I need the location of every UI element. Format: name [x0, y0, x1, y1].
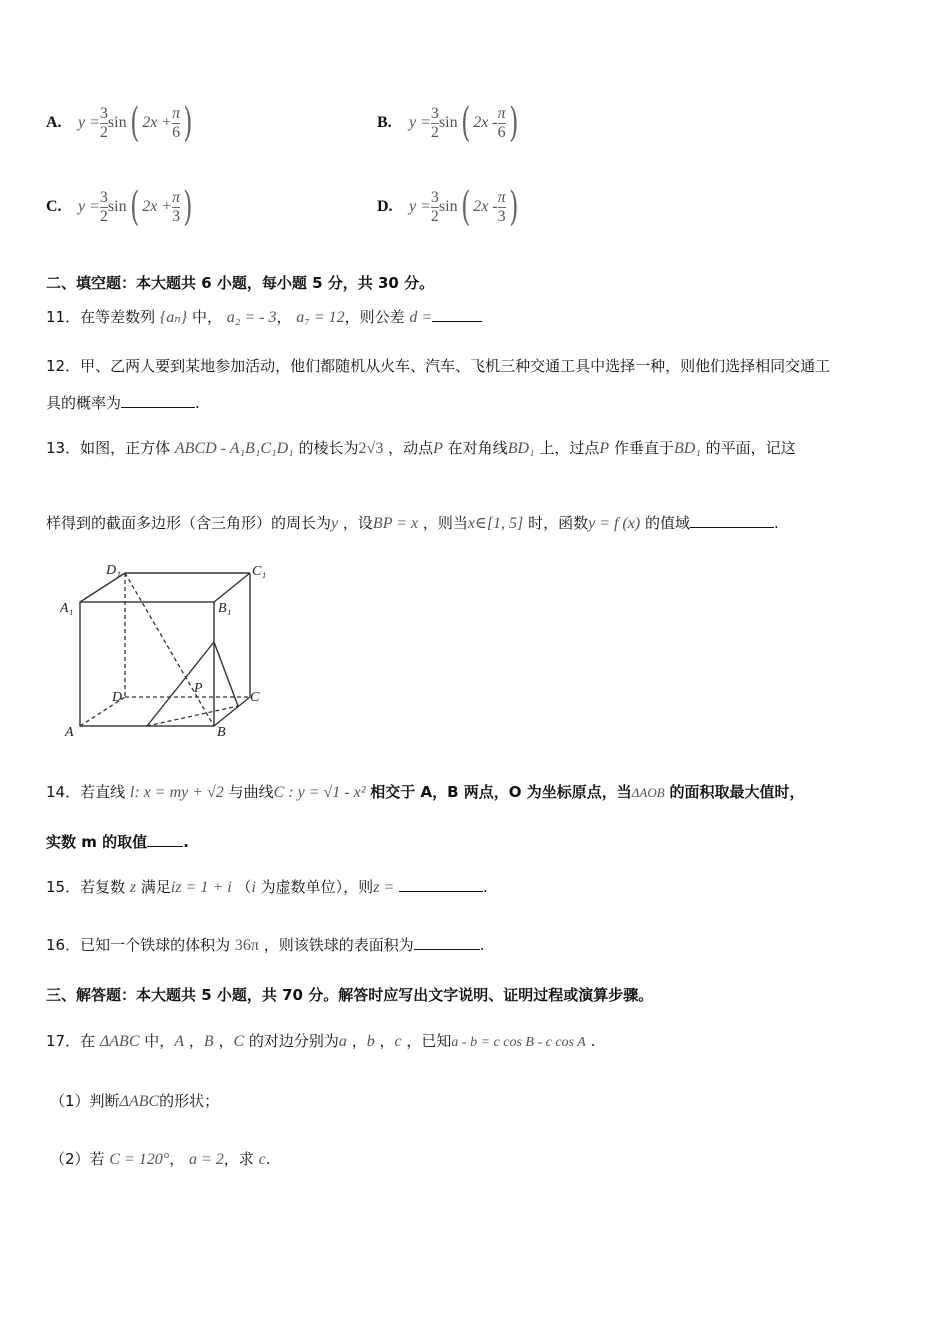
answer-blank	[399, 877, 483, 892]
question-14: 14．若直线 l: x = my + √2 与曲线C : y = √1 - x² 相交于 A，B 两点，O 为坐标原点，当ΔAOB 的面积取最大值时，	[46, 783, 805, 801]
label-d: D	[112, 690, 123, 705]
question-16: 16．已知一个铁球的体积为 36π ，则该铁球的表面积为 .	[46, 936, 485, 954]
option-d: D. y = $\frac{3}{2}$ sin ( 2x - $\frac{\pi}{3}$ )	[377, 184, 519, 230]
section-3-heading: 三、解答题：本大题共 5 小题，共 70 分。解答时应写出文字说明、证明过程或演算步骤。	[46, 986, 654, 1004]
edge-b-c	[214, 697, 250, 726]
question-15: 15．若复数 z 满足iz = 1 + i （i 为虚数单位），则z = .	[46, 878, 488, 896]
section-2-heading: 二、填空题：本大题共 6 小题，每小题 5 分，共 30 分。	[46, 274, 435, 292]
question-13-line2: 样得到的截面多边形（含三角形）的周长为y ，设BP = x ，则当x∈[1, 5] 时，函数y = f (x) 的值域 .	[46, 514, 779, 532]
label-a1: A₁	[60, 601, 74, 616]
option-c: C. y = $\frac{3}{2}$ sin ( 2x + $\frac{\pi}{3}$ )	[46, 184, 193, 230]
diagonal-bd1	[125, 573, 214, 726]
label-a: A	[65, 725, 74, 740]
answer-blank	[414, 935, 480, 950]
question-12-line2: 具的概率为 .	[46, 394, 200, 412]
answer-blank	[147, 832, 183, 847]
answer-blank	[432, 307, 482, 322]
label-c: C	[250, 690, 260, 705]
question-13: 13．如图，正方体 ABCD - A₁B₁C₁D₁ 的棱长为2√3 ，动点P 在对角线BD₁ 上，过点P 作垂直于BD₁ 的平面，记这	[46, 439, 796, 457]
label-p: P	[194, 681, 203, 696]
question-17-part2: （2）若 C = 120°， a = 2，求 c.	[50, 1150, 271, 1168]
cube-figure	[60, 560, 280, 745]
question-14-line2: 实数 m 的取值 .	[46, 833, 189, 851]
label-b: B	[217, 725, 226, 740]
answer-blank	[121, 393, 195, 408]
edge-b1-c1	[214, 573, 250, 602]
answer-blank	[690, 513, 774, 528]
option-b: B. y = $\frac{3}{2}$ sin ( 2x - $\frac{\pi}{6}$ )	[377, 100, 519, 146]
label-c1: C₁	[252, 564, 267, 579]
option-a: A. y = $\frac{3}{2}$ sin ( 2x + $\frac{\pi}{6}$ )	[46, 100, 193, 146]
question-17: 17．在 ΔABC 中，A ，B ，C 的对边分别为a ，b ，c ，已知a - b = c cos B - c cos A .	[46, 1032, 596, 1050]
label-d1: D₁	[106, 563, 121, 578]
question-12: 12．甲、乙两人要到某地参加活动，他们都随机从火车、汽车、飞机三种交通工具中选择一种，则他们选择相同交通工	[46, 357, 831, 375]
label-b1: B₁	[218, 601, 232, 616]
question-17-part1: （1）判断ΔABC的形状；	[50, 1092, 220, 1110]
question-11: 11．在等差数列 {aₙ} 中， a₂ = - 3， a₇ = 12，则公差 d =	[46, 306, 482, 327]
front-face	[80, 602, 214, 726]
